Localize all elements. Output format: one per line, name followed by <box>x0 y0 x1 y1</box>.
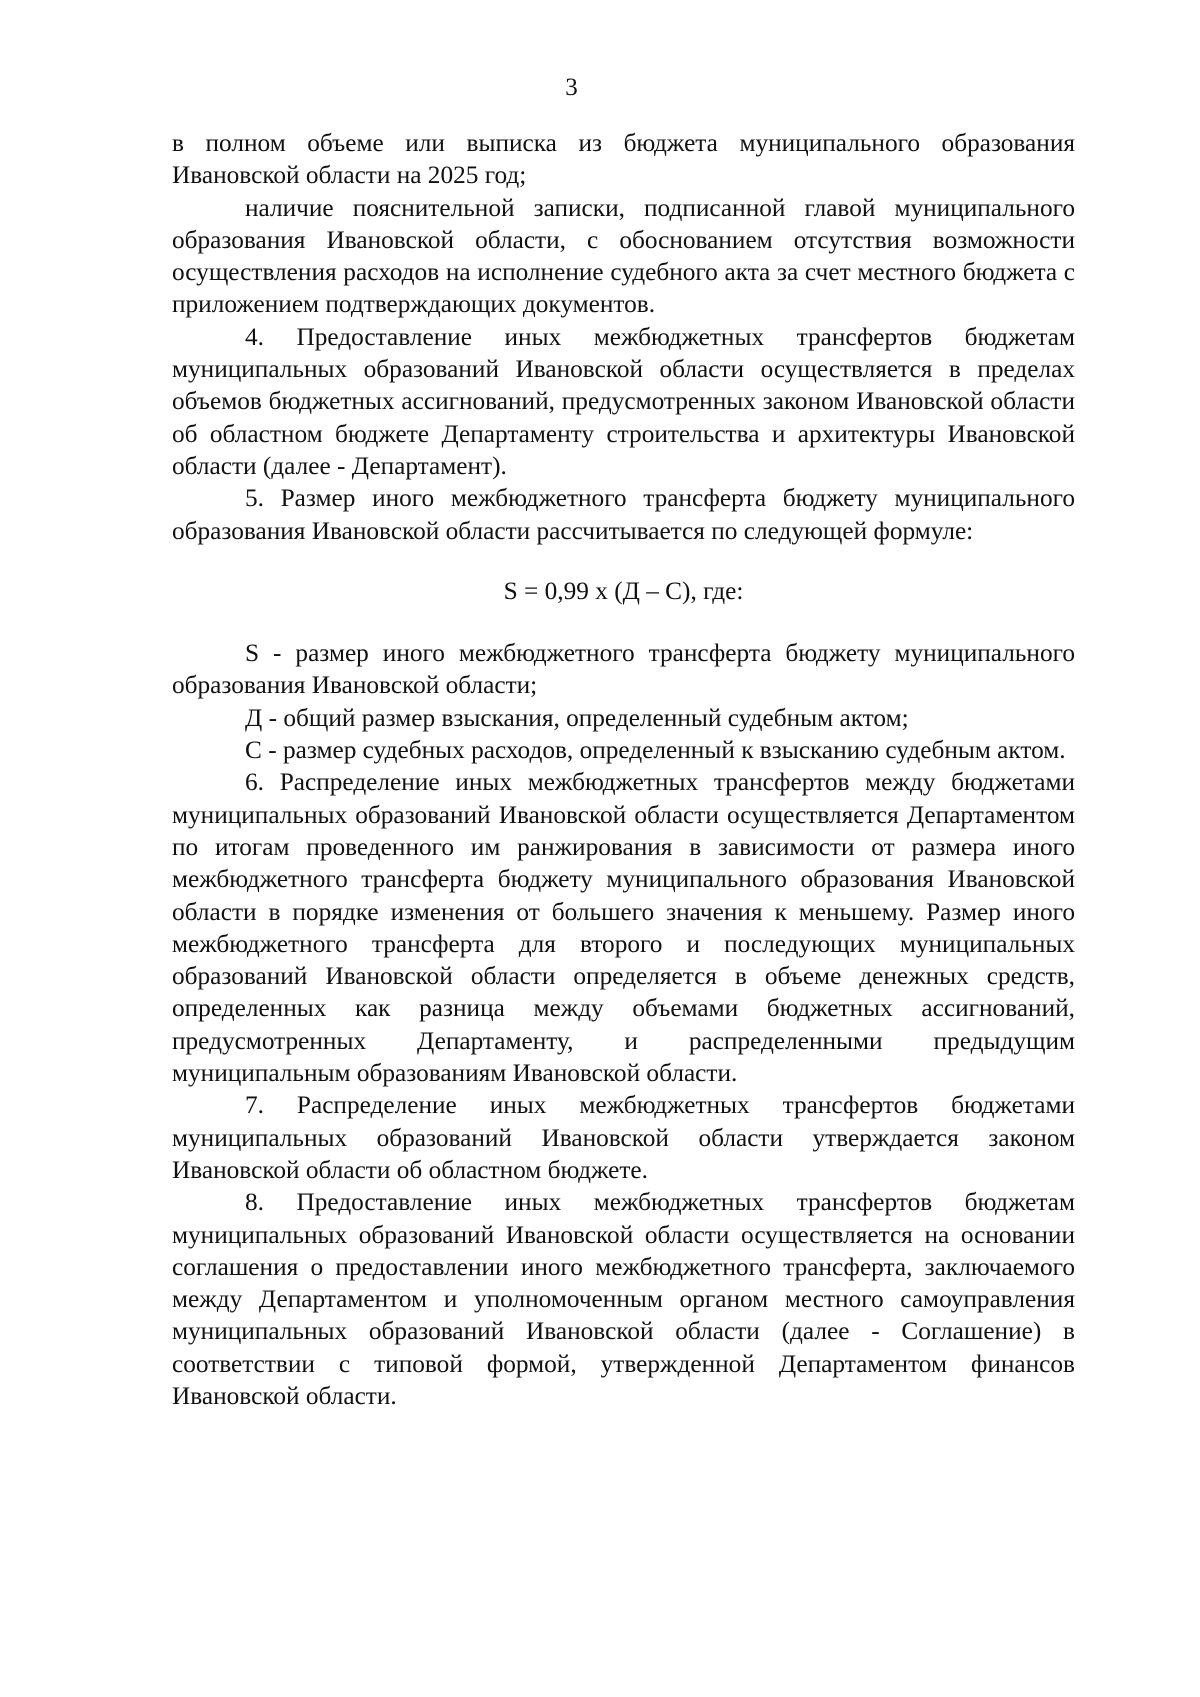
paragraph-item-6: 6. Распределение иных межбюджетных трансфертов между бюджетами муниципальных образований Ивановской области осуществляется Департаментом по итогам проведенного им ранжирования в зависимости от размера иного межбюджетного трансферта бюджету муниципального образования Ивановской области в порядке изменения от большего значения к меньшему. Размер иного межбюджетного трансферта для второго и последующих муниципальных образований Ивановской области определяется в объеме денежных средств, определенных как разница между объемами бюджетных ассигнований, предусмотренных Департаменту, и распределенными предыдущим муниципальным образованиям Ивановской области. <box>172 768 1075 1088</box>
page-number: 3 <box>565 74 578 101</box>
paragraph-item-7: 7. Распределение иных межбюджетных трансфертов бюджетами муниципальных образований Ивановской области утверждается законом Ивановской области об областном бюджете. <box>172 1091 1075 1184</box>
paragraph-explanatory-note: наличие пояснительной записки, подписанной главой муниципального образования Ивановской области, с обоснованием отсутствия возможности осуществления расходов на исполнение судебного акта за счет местного бюджета с приложением подтверждающих документов. <box>172 193 1075 319</box>
paragraph-item-8: 8. Предоставление иных межбюджетных трансфертов бюджетам муниципальных образований Ивановской области осуществляется на основании соглашения о предоставлении иного межбюджетного трансферта, заключаемого между Департаментом и уполномоченным органом местного самоуправления муниципальных образований Ивановской области (далее - Соглашение) в соответствии с типовой формой, утвержденной Департаментом финансов Ивановской области. <box>172 1188 1075 1410</box>
formula-definition-c: С - размер судебных расходов, определенный к взысканию судебным актом. <box>245 736 1066 765</box>
formula-definition-d: Д - общий размер взыскания, определенный судебным актом; <box>245 703 909 732</box>
paragraph-item-5: 5. Размер иного межбюджетного трансферта бюджету муниципального образования Ивановской области рассчитывается по следующей формуле: <box>172 484 1075 545</box>
paragraph-continuation: в полном объеме или выписка из бюджета муниципального образования Ивановской области на 2025 год; <box>172 129 1075 190</box>
document-body <box>172 127 1075 1412</box>
paragraph-item-4: 4. Предоставление иных межбюджетных трансфертов бюджетам муниципальных образований Ивановской области осуществляется в пределах объемов бюджетных ассигнований, предусмотренных законом Ивановской области об областном бюджете Департаменту строительства и архитектуры Ивановской области (далее - Департамент). <box>172 322 1075 480</box>
formula: S = 0,99 x (Д – С), где: <box>503 576 744 605</box>
formula-definition-s: S - размер иного межбюджетного трансферта бюджету муниципального образования Ивановской области; <box>172 639 1075 700</box>
